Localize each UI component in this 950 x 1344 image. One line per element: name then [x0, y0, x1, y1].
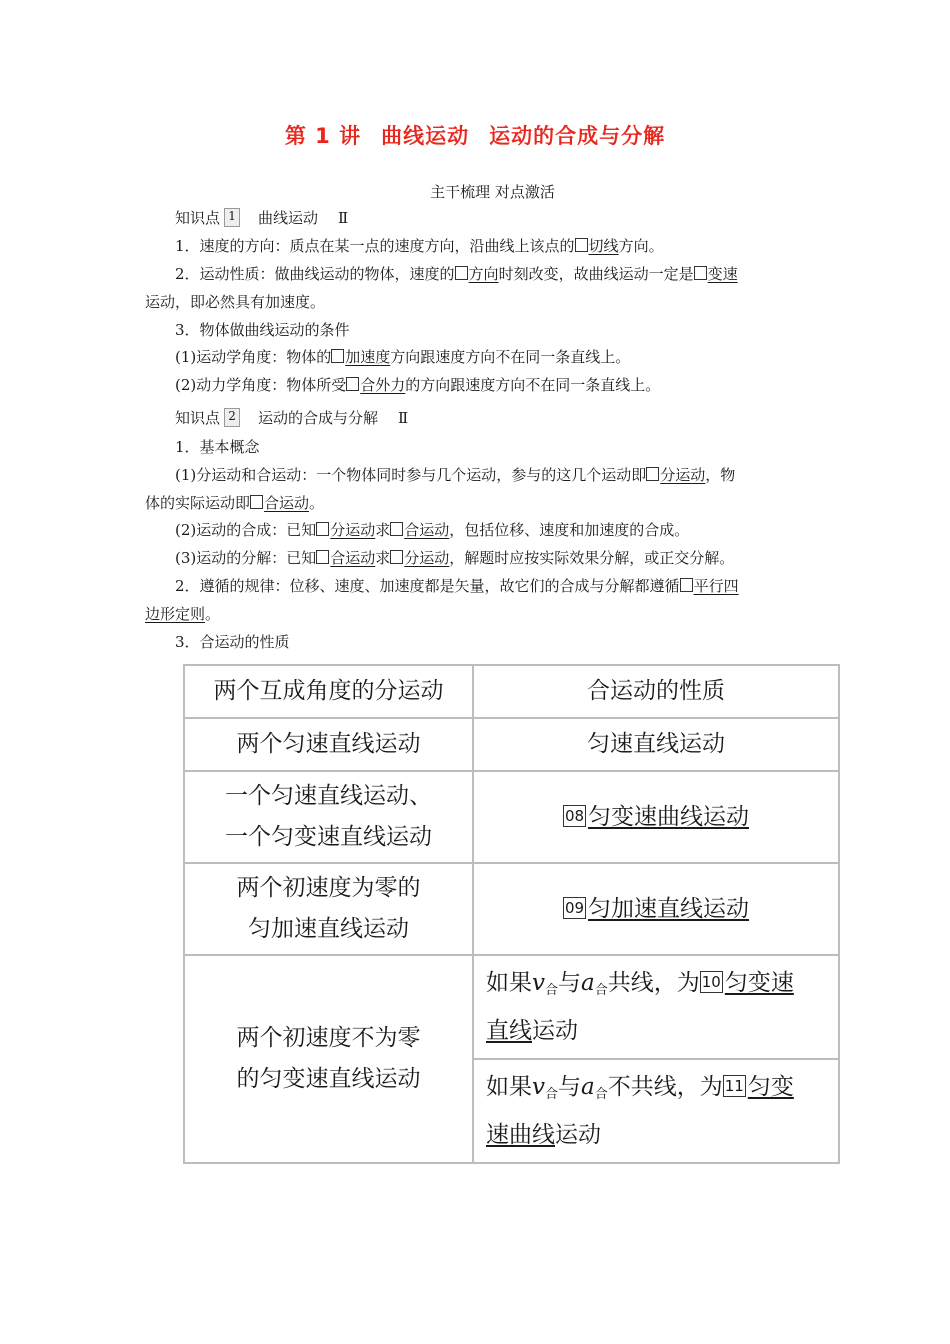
text-line: (2)运动的合成：已知 分运动求 合运动，包括位移、速度和加速度的合成。 [175, 521, 690, 539]
table-row [184, 718, 839, 771]
table-row [184, 665, 839, 718]
knowledge-point-2: 知识点 2 运动的合成与分解 Ⅱ [175, 409, 409, 427]
table-header-cell: 两个互成角度的分运动 [184, 665, 473, 718]
text-line: (1)运动学角度：物体的 加速度方向跟速度方向不在同一条直线上。 [175, 348, 631, 366]
table-row [184, 771, 839, 863]
table-header-cell: 合运动的性质 [473, 665, 839, 718]
table-cell: 08 匀变速曲线运动 [473, 771, 839, 863]
table-row [184, 955, 839, 1059]
answer-box-icon [250, 495, 263, 509]
table-cell: 如果$v_合$与$a_合$不共线，为 11 匀变 速曲线运动 [473, 1059, 839, 1163]
answer-box-icon [694, 266, 707, 280]
answer-box-icon [646, 467, 659, 481]
answer-box-icon [455, 266, 468, 280]
text-line: (3)运动的分解：已知 合运动求 分运动，解题时应按实际效果分解，或正交分解。 [175, 549, 735, 567]
text-line: 1．速度的方向：质点在某一点的速度方向，沿曲线上该点的 切线方向。 [175, 237, 664, 255]
section-subtitle: 主干梳理 对点激活 [430, 183, 555, 201]
answer-box-icon [390, 522, 403, 536]
text-line: 3．合运动的性质 [175, 633, 290, 651]
answer-box-icon [390, 550, 403, 564]
text-line: 运动，即必然具有加速度。 [145, 293, 326, 311]
answer-box-icon [575, 238, 588, 252]
text-line: (1)分运动和合运动：一个物体同时参与几个运动，参与的这几个运动即 分运动，物 [175, 466, 736, 484]
answer-box-icon [331, 349, 344, 363]
text-line: 1．基本概念 [175, 438, 260, 456]
table-row [184, 863, 839, 955]
answer-box-icon [680, 578, 693, 592]
text-line: 2．遵循的规律：位移、速度、加速度都是矢量，故它们的合成与分解都遵循 平行四 [175, 577, 739, 595]
table-cell: 两个初速度不为零 的匀变速直线运动 [184, 955, 473, 1163]
answer-box-icon [316, 550, 329, 564]
table-cell: 09 匀加速直线运动 [473, 863, 839, 955]
table-cell: 如果$v_合$与$a_合$共线，为 10 匀变速 直线运动 [473, 955, 839, 1059]
text-line: 2．运动性质：做曲线运动的物体，速度的 方向时刻改变，故曲线运动一定是 变速 [175, 265, 738, 283]
table-cell: 两个匀速直线运动 [184, 718, 473, 771]
answer-box-icon [346, 377, 359, 391]
text-line: (2)动力学角度：物体所受 合外力的方向跟速度方向不在同一条直线上。 [175, 376, 661, 394]
motion-properties-table [183, 664, 840, 1164]
table-cell: 两个初速度为零的 匀加速直线运动 [184, 863, 473, 955]
text-line: 3．物体做曲线运动的条件 [175, 321, 350, 339]
text-line: 体的实际运动即 合运动。 [145, 494, 325, 512]
table-cell: 一个匀速直线运动、 一个匀变速直线运动 [184, 771, 473, 863]
answer-box-icon [316, 522, 329, 536]
table-cell: 匀速直线运动 [473, 718, 839, 771]
text-line: 边形定则。 [145, 605, 221, 623]
knowledge-point-1: 知识点 1 曲线运动 Ⅱ [175, 209, 349, 227]
lecture-title: 第 1 讲 曲线运动 运动的合成与分解 [284, 124, 666, 148]
